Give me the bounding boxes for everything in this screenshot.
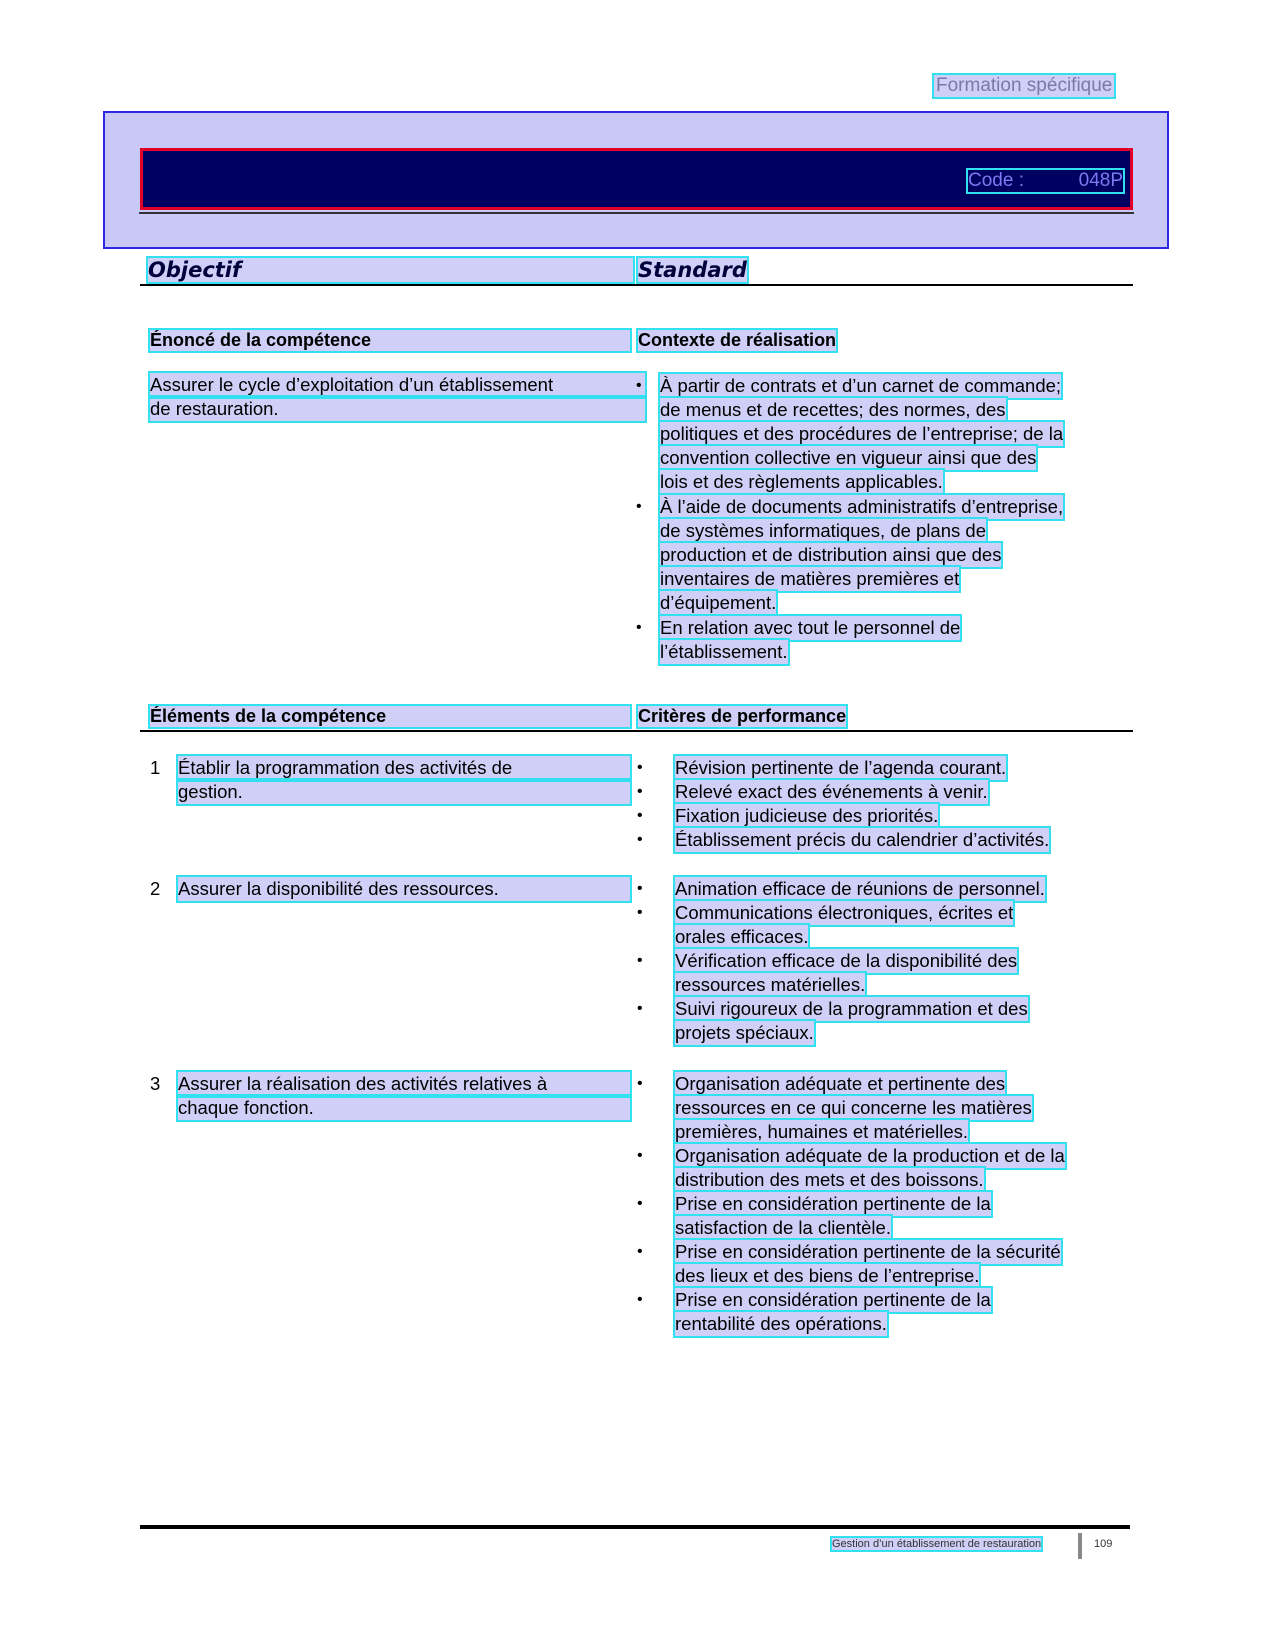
bullet-item bbox=[637, 756, 1115, 780]
footer-rule bbox=[140, 1525, 1130, 1529]
competency-code bbox=[968, 170, 1123, 192]
bullet-line: satisfaction de la clientèle. bbox=[675, 1217, 891, 1238]
bullet-icon: • bbox=[637, 807, 643, 824]
elements-rule bbox=[140, 730, 1133, 732]
bullet-line: l’établissement. bbox=[660, 641, 788, 662]
bullet-icon: • bbox=[636, 377, 642, 394]
bullet-line: production et de distribution ainsi que des bbox=[660, 544, 1002, 565]
bullet-icon: • bbox=[637, 759, 643, 776]
footer-title: Gestion d’un établissement de restauration bbox=[832, 1538, 1042, 1550]
bullet-item bbox=[637, 780, 1115, 804]
bullet-icon: • bbox=[637, 904, 643, 921]
bullet-line: En relation avec tout le personnel de bbox=[660, 617, 961, 638]
criteria-heading: Critères de performance bbox=[638, 706, 847, 726]
element-text: gestion. bbox=[178, 780, 630, 804]
criteria-list bbox=[637, 1072, 1115, 1336]
bullet-item bbox=[636, 495, 1110, 615]
element-number: 1 bbox=[150, 757, 161, 778]
bullet-icon: • bbox=[637, 1243, 643, 1260]
element-number: 3 bbox=[150, 1073, 161, 1094]
bullet-line: projets spéciaux. bbox=[675, 1022, 814, 1043]
bullet-icon: • bbox=[637, 1195, 643, 1212]
statement-line: Assurer le cycle d’exploitation d’un établissement bbox=[150, 373, 645, 397]
bullet-line: Vérification efficace de la disponibilité des bbox=[675, 950, 1018, 971]
bullet-line: rentabilité des opérations. bbox=[675, 1313, 887, 1334]
element-text: chaque fonction. bbox=[178, 1096, 630, 1120]
footer-separator bbox=[1078, 1533, 1082, 1559]
bullet-line: d’équipement. bbox=[660, 592, 777, 613]
bullet-line: orales efficaces. bbox=[675, 926, 809, 947]
bullet-item bbox=[637, 901, 1115, 949]
bullet-item bbox=[637, 1144, 1115, 1192]
bullet-icon: • bbox=[637, 831, 643, 848]
bullet-icon: • bbox=[637, 952, 643, 969]
bullet-item bbox=[637, 877, 1115, 901]
bullet-icon: • bbox=[637, 783, 643, 800]
code-value: 048P bbox=[1078, 170, 1123, 191]
bullet-icon: • bbox=[637, 880, 643, 897]
bullet-line: Prise en considération pertinente de la bbox=[675, 1193, 991, 1214]
element-number: 2 bbox=[150, 878, 161, 899]
bullet-line: inventaires de matières premières et bbox=[660, 568, 960, 589]
bullet-line: À partir de contrats et d’un carnet de commande; bbox=[660, 375, 1062, 396]
bullet-line: ressources en ce qui concerne les matières bbox=[675, 1097, 1032, 1118]
objective-heading: Objectif bbox=[148, 258, 633, 282]
bullet-line: Organisation adéquate et pertinente des bbox=[675, 1073, 1006, 1094]
page-number: 109 bbox=[1094, 1538, 1113, 1550]
bullet-line: Organisation adéquate de la production et de la bbox=[675, 1145, 1065, 1166]
bullet-item bbox=[637, 828, 1115, 852]
element-text: Assurer la réalisation des activités relatives à bbox=[178, 1072, 630, 1096]
bullet-item bbox=[637, 804, 1115, 828]
bullet-item bbox=[637, 1192, 1115, 1240]
bullet-item bbox=[637, 1240, 1115, 1288]
bullet-line: Relevé exact des événements à venir. bbox=[675, 781, 988, 802]
element-item bbox=[150, 877, 630, 901]
element-item bbox=[150, 1072, 630, 1120]
header-rule bbox=[140, 284, 1133, 286]
bullet-line: de menus et de recettes; des normes, des bbox=[660, 399, 1006, 420]
bullet-line: convention collective en vigueur ainsi que des bbox=[660, 447, 1037, 468]
bullet-line: Suivi rigoureux de la programmation et des bbox=[675, 998, 1028, 1019]
program-label: Formation spécifique bbox=[936, 75, 1113, 96]
code-label: Code : bbox=[968, 170, 1024, 191]
bullet-line: des lieux et des biens de l’entreprise. bbox=[675, 1265, 980, 1286]
bullet-line: Communications électroniques, écrites et bbox=[675, 902, 1014, 923]
criteria-list bbox=[637, 877, 1115, 1045]
bullet-icon: • bbox=[637, 1291, 643, 1308]
bullet-item bbox=[636, 374, 1110, 494]
bullet-line: distribution des mets et des boissons. bbox=[675, 1169, 984, 1190]
element-text: Établir la programmation des activités de bbox=[178, 756, 630, 780]
bullet-icon: • bbox=[637, 1000, 643, 1017]
bullet-line: ressources matérielles. bbox=[675, 974, 866, 995]
bullet-line: Prise en considération pertinente de la bbox=[675, 1289, 991, 1310]
bullet-line: Animation efficace de réunions de personnel. bbox=[675, 878, 1045, 899]
bullet-item bbox=[637, 1072, 1115, 1144]
bullet-line: de systèmes informatiques, de plans de bbox=[660, 520, 986, 541]
competence-statement bbox=[150, 373, 645, 421]
bullet-line: premières, humaines et matérielles. bbox=[675, 1121, 969, 1142]
bullet-item bbox=[637, 997, 1115, 1045]
context-heading: Contexte de réalisation bbox=[638, 330, 837, 350]
element-text: Assurer la disponibilité des ressources. bbox=[178, 877, 630, 901]
elements-heading: Éléments de la compétence bbox=[150, 706, 630, 727]
bullet-line: Prise en considération pertinente de la sécurité bbox=[675, 1241, 1061, 1262]
bullet-line: À l’aide de documents administratifs d’entreprise, bbox=[660, 496, 1064, 517]
element-item bbox=[150, 756, 630, 804]
bullet-item bbox=[636, 616, 1110, 664]
context-list bbox=[636, 374, 1110, 664]
bullet-icon: • bbox=[636, 619, 642, 636]
statement-line: de restauration. bbox=[150, 397, 645, 421]
bullet-line: lois et des règlements applicables. bbox=[660, 471, 943, 492]
bullet-icon: • bbox=[637, 1147, 643, 1164]
bullet-line: Révision pertinente de l’agenda courant. bbox=[675, 757, 1007, 778]
bullet-icon: • bbox=[637, 1075, 643, 1092]
bullet-item bbox=[637, 1288, 1115, 1336]
bullet-line: Fixation judicieuse des priorités. bbox=[675, 805, 939, 826]
bullet-item bbox=[637, 949, 1115, 997]
bullet-line: politiques et des procédures de l’entreprise; de la bbox=[660, 423, 1064, 444]
criteria-list bbox=[637, 756, 1115, 852]
statement-heading: Énoncé de la compétence bbox=[150, 330, 630, 351]
standard-heading: Standard bbox=[638, 258, 747, 282]
bullet-icon: • bbox=[636, 498, 642, 515]
bullet-line: Établissement précis du calendrier d’activités. bbox=[675, 829, 1050, 850]
